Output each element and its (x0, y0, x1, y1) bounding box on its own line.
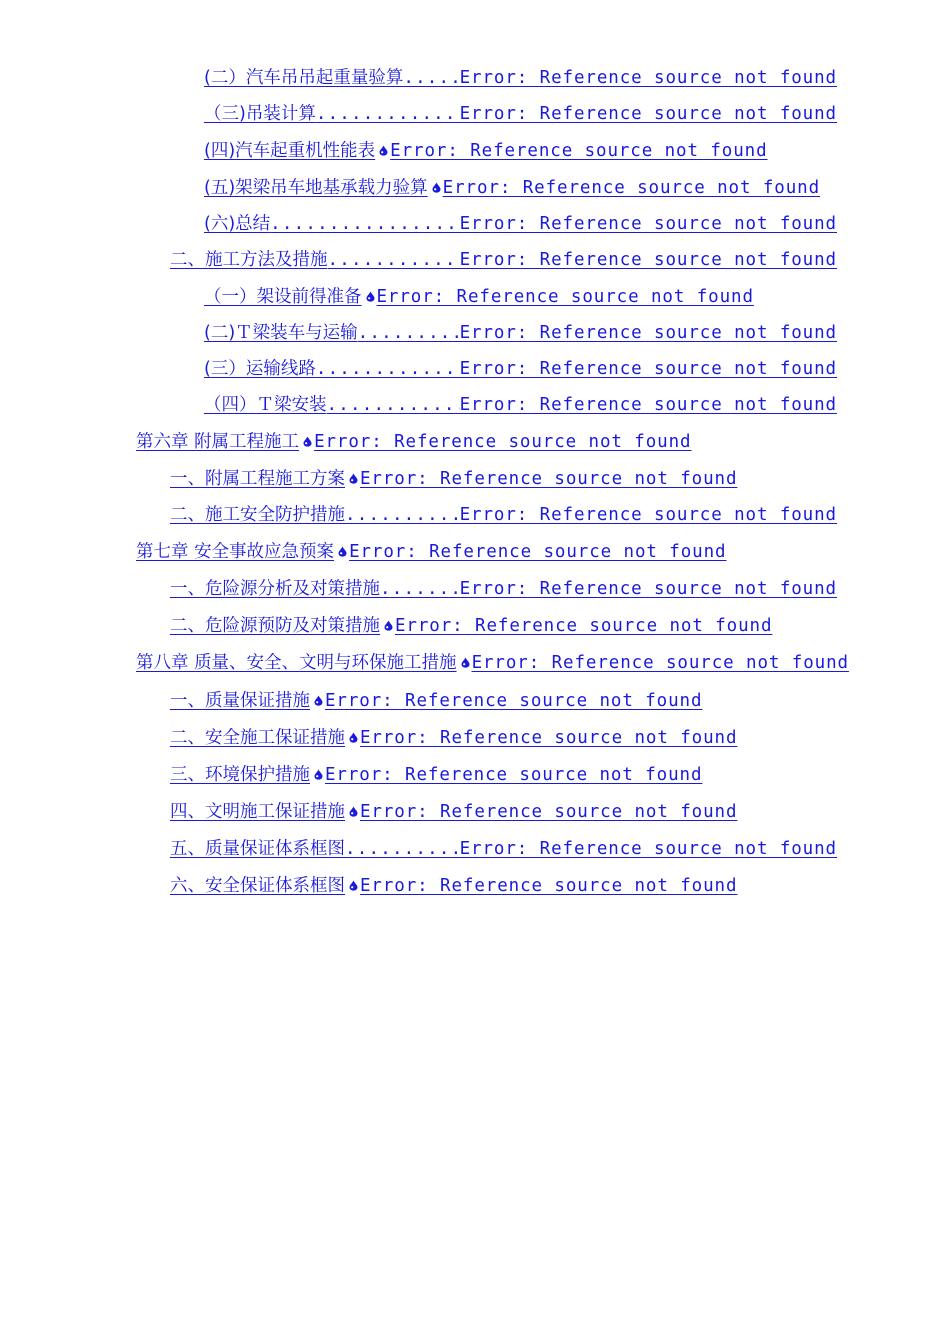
toc-entry-title: 第七章 安全事故应急预案 (136, 542, 335, 562)
toc-entry-title: (四)汽车起重机性能表 (204, 141, 376, 161)
toc-entry-reference: Error: Reference source not found (459, 395, 837, 415)
toc-entry[interactable] (136, 430, 691, 456)
toc-dot-leader (328, 248, 460, 272)
toc-entry-title: 四、文明施工保证措施 (170, 802, 345, 822)
toc-entry-title: （四）Ｔ梁安装 (204, 395, 327, 415)
toc-entry-title: 一、附属工程施工方案 (170, 469, 345, 489)
toc-entry[interactable] (204, 66, 837, 92)
toc-entry[interactable] (170, 577, 837, 603)
toc-entry[interactable] (204, 285, 754, 311)
toc-dot-leader (345, 837, 460, 861)
toc-entry[interactable] (204, 176, 820, 202)
toc-entry[interactable] (204, 321, 837, 347)
toc-entry-reference: Error: Reference source not found (459, 839, 837, 859)
toc-dot-leader (358, 321, 460, 345)
drop-bullet-icon (349, 880, 358, 891)
toc-entry-reference: Error: Reference source not found (360, 802, 738, 822)
toc-entry-reference: Error: Reference source not found (376, 287, 754, 307)
toc-entry-reference: Error: Reference source not found (459, 579, 837, 599)
toc-entry-reference: Error: Reference source not found (459, 505, 837, 525)
toc-entry-reference: Error: Reference source not found (314, 432, 692, 452)
drop-bullet-icon (314, 695, 323, 706)
toc-entry-title: 六、安全保证体系框图 (170, 876, 345, 896)
toc-entry[interactable] (136, 540, 726, 566)
toc-entry-reference: Error: Reference source not found (459, 214, 837, 234)
toc-entry-title: 五、质量保证体系框图 (170, 839, 345, 859)
toc-entry[interactable] (170, 689, 702, 715)
toc-entry[interactable] (204, 393, 837, 419)
toc-entry-title: 二、安全施工保证措施 (170, 728, 345, 748)
drop-bullet-icon (303, 436, 312, 447)
toc-entry-reference: Error: Reference source not found (360, 469, 738, 489)
toc-dot-leader (327, 393, 460, 417)
toc-entry[interactable] (170, 726, 737, 752)
toc-entry-reference: Error: Reference source not found (360, 728, 738, 748)
drop-bullet-icon (379, 145, 388, 156)
drop-bullet-icon (461, 657, 470, 668)
toc-entry[interactable] (170, 874, 737, 900)
toc-entry-reference: Error: Reference source not found (325, 691, 703, 711)
toc-entry-reference: Error: Reference source not found (459, 359, 837, 379)
drop-bullet-icon (366, 291, 375, 302)
toc-entry-title: (二）汽车吊吊起重量验算 (204, 68, 404, 88)
toc-entry-reference: Error: Reference source not found (395, 616, 773, 636)
toc-entry-title: (二)Ｔ梁装车与运输 (204, 323, 358, 343)
toc-entry-reference: Error: Reference source not found (459, 323, 837, 343)
toc-entry[interactable] (204, 212, 837, 238)
toc-entry-title: (五)架梁吊车地基承载力验算 (204, 178, 428, 198)
toc-entry-title: 三、环境保护措施 (170, 765, 310, 785)
toc-entry-reference: Error: Reference source not found (360, 876, 738, 896)
toc-dot-leader (270, 212, 459, 236)
drop-bullet-icon (349, 473, 358, 484)
toc-entry-reference: Error: Reference source not found (459, 250, 837, 270)
toc-entry-reference: Error: Reference source not found (471, 653, 849, 673)
toc-entry-reference: Error: Reference source not found (442, 178, 821, 198)
drop-bullet-icon (349, 806, 358, 817)
drop-bullet-icon (384, 620, 393, 631)
toc-entry-reference: Error: Reference source not found (459, 104, 837, 124)
toc-entry-title: 一、危险源分析及对策措施 (170, 579, 380, 599)
toc-entry-reference: Error: Reference source not found (390, 141, 768, 161)
toc-entry[interactable] (204, 139, 768, 165)
drop-bullet-icon (432, 182, 441, 193)
toc-entry[interactable] (170, 467, 737, 493)
toc-entry-title: (六)总结 (204, 214, 271, 234)
toc-entry-reference: Error: Reference source not found (325, 765, 703, 785)
toc-dot-leader (316, 357, 460, 381)
toc-entry-title: 二、施工方法及措施 (170, 250, 328, 270)
toc-entry-title: （三)吊装计算 (204, 104, 316, 124)
drop-bullet-icon (349, 732, 358, 743)
toc-dot-leader (403, 66, 459, 90)
toc-entry[interactable] (204, 102, 837, 128)
toc-entry[interactable] (204, 357, 837, 383)
toc-entry[interactable] (170, 248, 837, 274)
toc-entry-title: 第六章 附属工程施工 (136, 432, 300, 452)
toc-entry[interactable] (170, 837, 837, 863)
toc-entry-title: 一、质量保证措施 (170, 691, 310, 711)
toc-entry-title: （一）架设前得准备 (204, 287, 362, 307)
toc-dot-leader (316, 102, 460, 126)
toc-entry[interactable] (136, 651, 849, 677)
toc-entry-title: 第八章 质量、安全、文明与环保施工措施 (136, 653, 457, 673)
toc-entry[interactable] (170, 503, 837, 529)
toc-entry[interactable] (170, 763, 702, 789)
toc-entry-title: 二、施工安全防护措施 (170, 505, 345, 525)
toc-entry[interactable] (170, 800, 737, 826)
toc-dot-leader (380, 577, 460, 601)
drop-bullet-icon (314, 769, 323, 780)
toc-entry-reference: Error: Reference source not found (349, 542, 727, 562)
toc-entry[interactable] (170, 614, 772, 640)
toc-entry-title: 二、危险源预防及对策措施 (170, 616, 380, 636)
toc-dot-leader (345, 503, 460, 527)
toc-entry-reference: Error: Reference source not found (459, 68, 837, 88)
toc-entry-title: (三）运输线路 (204, 359, 316, 379)
drop-bullet-icon (338, 546, 347, 557)
